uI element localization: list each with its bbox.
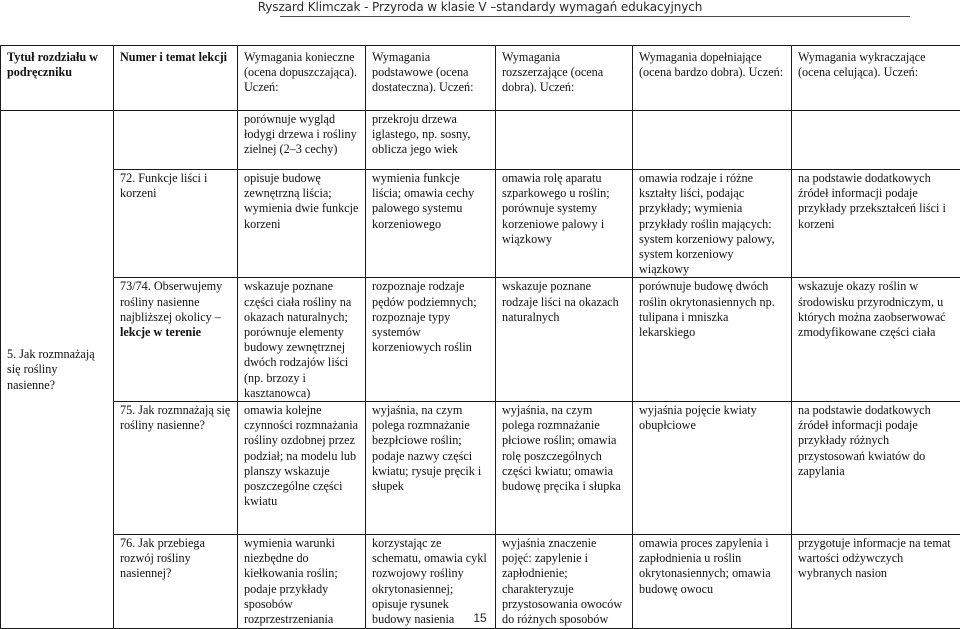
req-dopelniajace <box>633 111 792 170</box>
page-number: 15 <box>0 612 960 624</box>
req-wykraczajace: przygotuje informacje na temat wartości odżywczych wybranych nasion <box>792 535 960 629</box>
lesson-text: 73/74. Obserwujemy rośliny nasienne najbliższej okolicy – <box>120 279 222 323</box>
header-rule <box>280 16 910 17</box>
req-dopelniajace: omawia proces zapylenia i zapłodnienia u roślin okrytonasiennych; omawia budowę owocu <box>633 535 792 629</box>
req-konieczne: opisuje budowę zewnętrzną liścia; wymienia dwie funkcje korzeni <box>238 170 366 278</box>
req-wykraczajace: wskazuje okazy roślin w środowisku przyrodniczym, u których można zaobserwować zmodyfikowane części ciała <box>792 278 960 402</box>
lesson-cell <box>114 111 238 170</box>
lesson-cell: 72. Funkcje liści i korzeni <box>114 170 238 278</box>
req-podstawowe: przekroju drzewa iglastego, np. sosny, oblicza jego wiek <box>366 111 496 170</box>
req-dopelniajace: wyjaśnia pojęcie kwiaty obupłciowe <box>633 402 792 535</box>
req-rozszerzajace: wyjaśnia znaczenie pojęć: zapylenie i zapłodnienie; charakteryzuje przystosowania owoców do różnych sposobów <box>496 535 633 629</box>
req-konieczne: omawia kolejne czynności rozmnażania rośliny ozdobnej przez podział; na modelu lub planszy wskazuje poszczególne części kwiatu <box>238 402 366 535</box>
req-podstawowe: rozpoznaje rodzaje pędów podziemnych; rozpoznaje typy systemów korzeniowych roślin <box>366 278 496 402</box>
col-header-wykraczajace: Wymagania wykraczające (ocena celująca). Uczeń: <box>792 46 960 111</box>
req-podstawowe: korzystając ze schematu, omawia cykl rozwojowy rośliny okrytonasiennej; opisuje rysunek budowy nasienia <box>366 535 496 629</box>
req-konieczne: porównuje wygląd łodygi drzewa i rośliny zielnej (2–3 cechy) <box>238 111 366 170</box>
col-header-konieczne: Wymagania konieczne (ocena dopuszczająca). Uczeń: <box>238 46 366 111</box>
table-row <box>1 170 960 278</box>
req-rozszerzajace: wyjaśnia, na czym polega rozmnażanie płciowe roślin; omawia rolę poszczególnych części kwiatu; omawia budowę pręcika i słupka <box>496 402 633 535</box>
req-konieczne: wskazuje poznane części ciała rośliny na okazach naturalnych; porównuje elementy budowy zewnętrznej dwóch rodzajów liści (np. brzozy i kasztanowca) <box>238 278 366 402</box>
req-wykraczajace <box>792 111 960 170</box>
col-header-dopelniajace: Wymagania dopełniające (ocena bardzo dobra). Uczeń: <box>633 46 792 111</box>
lesson-cell: 76. Jak przebiega rozwój rośliny nasiennej? <box>114 535 238 629</box>
table-row <box>1 402 960 535</box>
req-rozszerzajace: wskazuje poznane rodzaje liści na okazach naturalnych <box>496 278 633 402</box>
col-header-podstawowe: Wymagania podstawowe (ocena dostateczna). Uczeń: <box>366 46 496 111</box>
col-header-lesson: Numer i temat lekcji <box>114 46 238 111</box>
req-rozszerzajace <box>496 111 633 170</box>
req-rozszerzajace: omawia rolę aparatu szparkowego u roślin; porównuje systemy korzeniowe palowy i wiązkowy <box>496 170 633 278</box>
req-podstawowe: wyjaśnia, na czym polega rozmnażanie bezpłciowe roślin; podaje nazwy części kwiatu; rysuje pręcik i słupek <box>366 402 496 535</box>
col-header-rozszerzajace: Wymagania rozszerzające (ocena dobra). Uczeń: <box>496 46 633 111</box>
table-row <box>1 111 960 170</box>
lesson-cell: 75. Jak rozmnażają się rośliny nasienne? <box>114 402 238 535</box>
header-row <box>1 46 960 111</box>
table-row <box>1 278 960 402</box>
req-wykraczajace: na podstawie dodatkowych źródeł informacji podaje przykłady przekształceń liści i korzeni <box>792 170 960 278</box>
chapter-cell: 5. Jak rozmnażają się rośliny nasienne? <box>1 111 114 629</box>
running-header: Ryszard Klimczak - Przyroda w klasie V –standardy wymagań edukacyjnych <box>0 0 960 16</box>
req-podstawowe: wymienia funkcje liścia; omawia cechy palowego systemu korzeniowego <box>366 170 496 278</box>
req-dopelniajace: omawia rodzaje i różne kształty liści, podając przykłady; wymienia przykłady roślin mających: system korzeniowy palowy, system korzeniowy wiązkowy <box>633 170 792 278</box>
lesson-text-bold: lekcje w terenie <box>120 325 201 339</box>
requirements-table <box>0 45 960 629</box>
lesson-cell <box>114 278 238 402</box>
col-header-chapter: Tytuł rozdziału w podręczniku <box>1 46 114 111</box>
req-konieczne: wymienia warunki niezbędne do kiełkowania roślin; podaje przykłady sposobów rozprzestrzeniania <box>238 535 366 629</box>
req-dopelniajace: porównuje budowę dwóch roślin okrytonasiennych np. tulipana i mniszka lekarskiego <box>633 278 792 402</box>
req-wykraczajace: na podstawie dodatkowych źródeł informacji podaje przykłady różnych przystosowań kwiatów do zapylania <box>792 402 960 535</box>
